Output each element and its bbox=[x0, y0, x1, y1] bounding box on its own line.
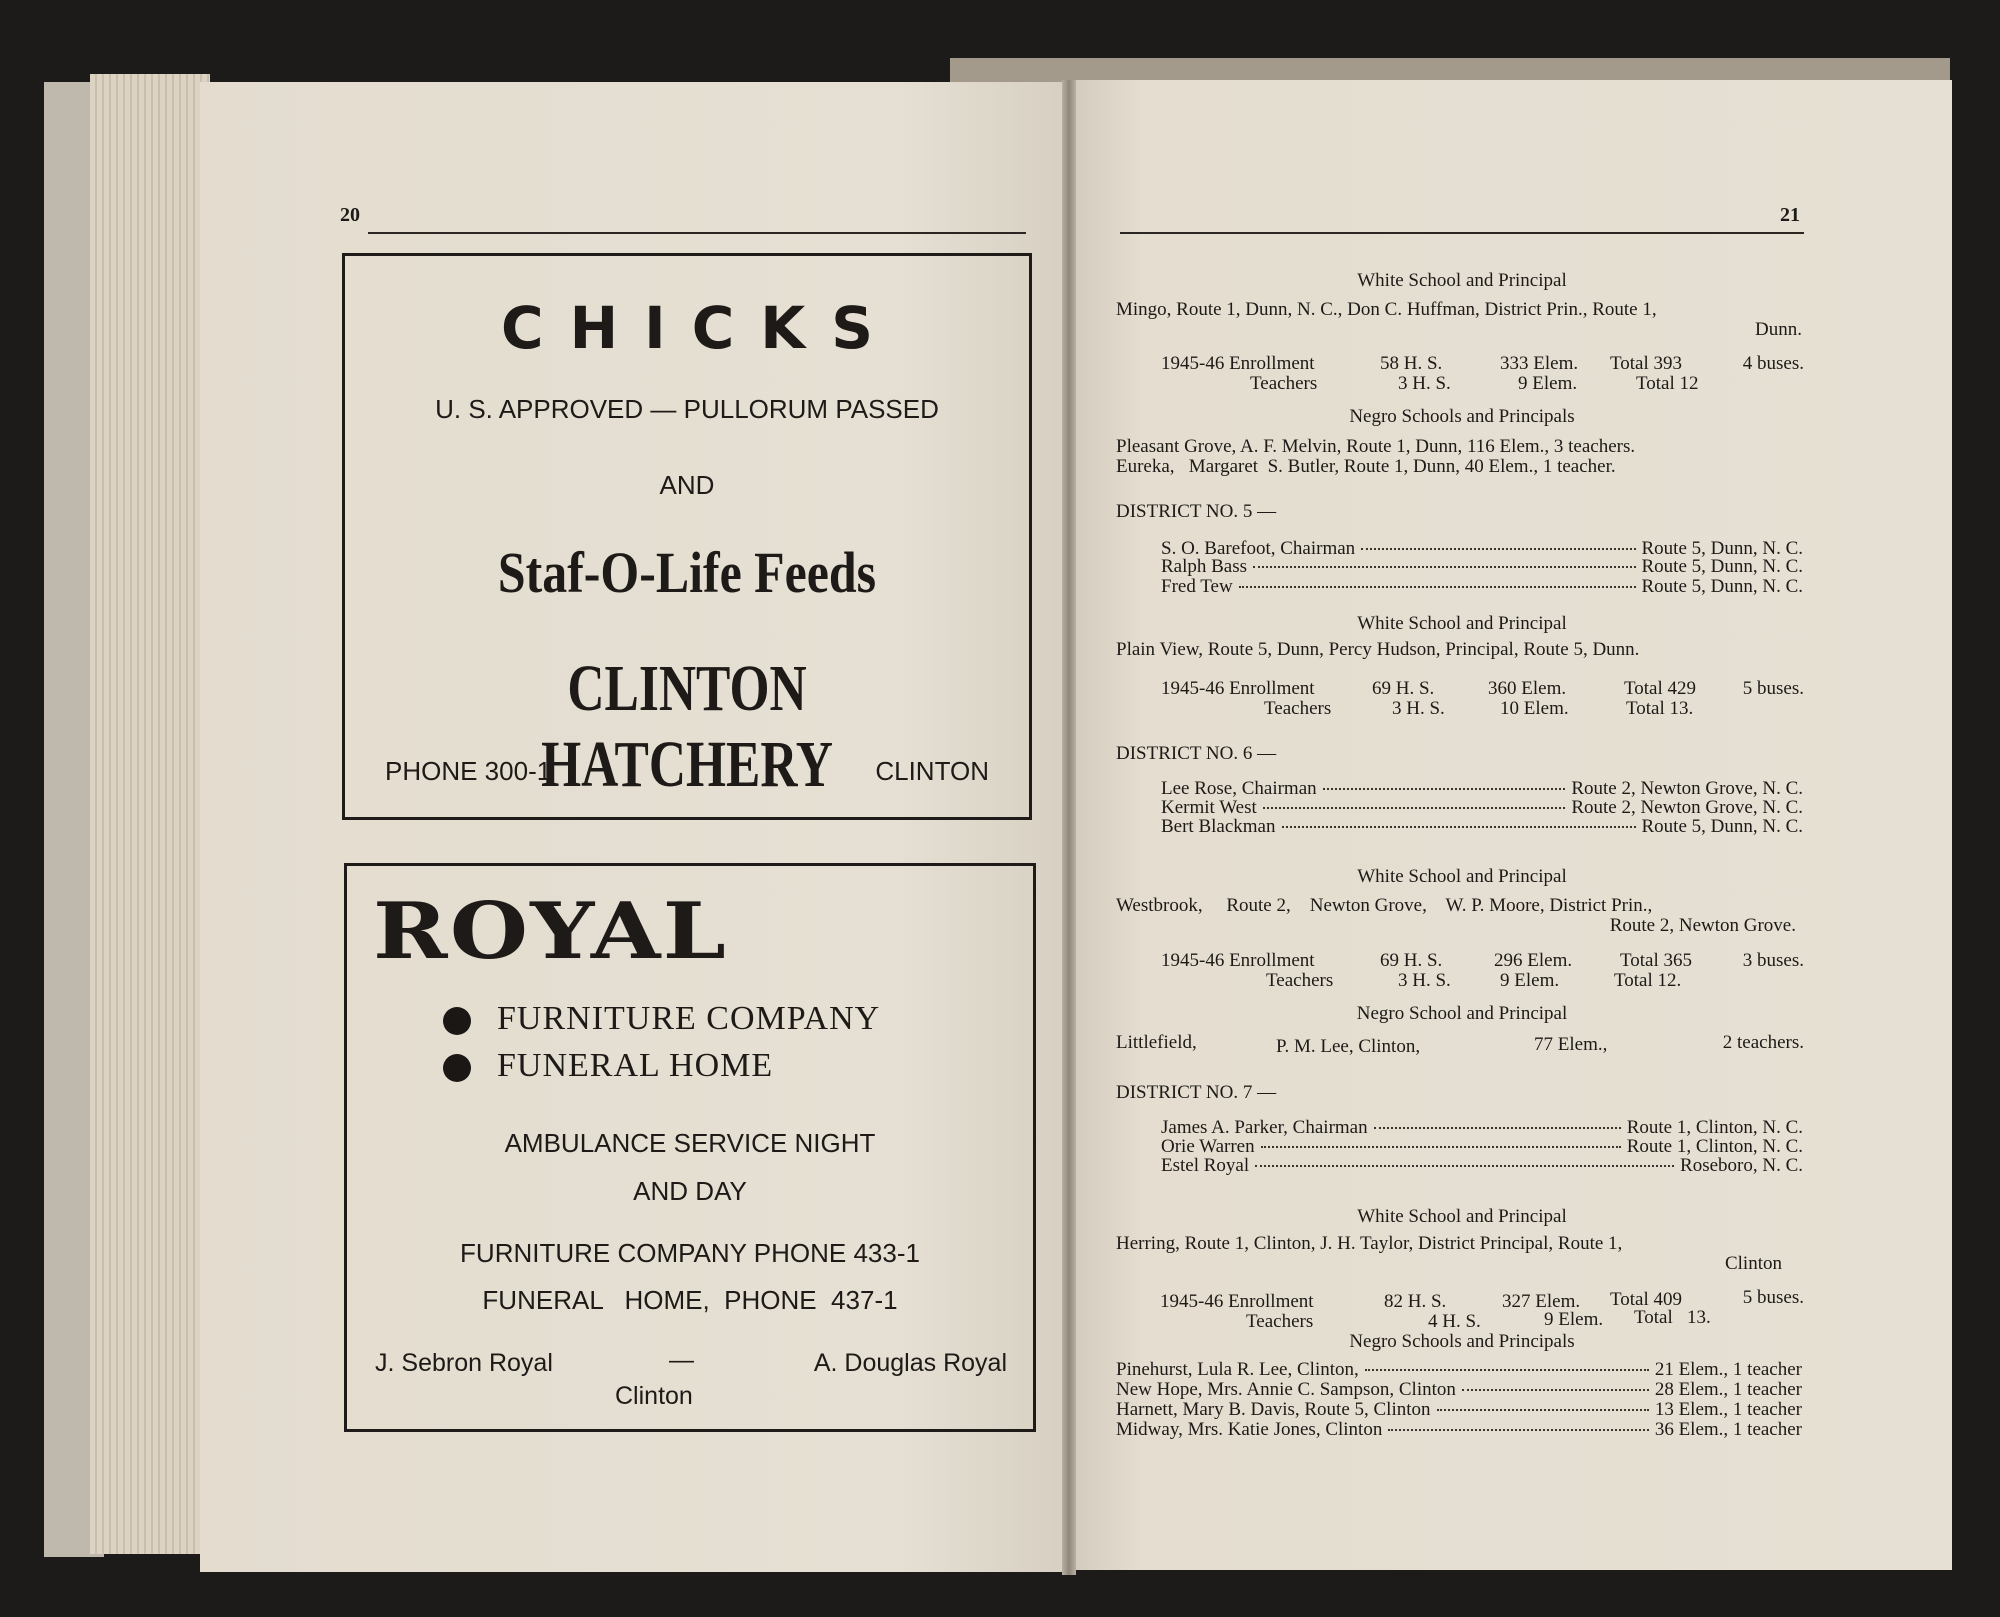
dot-leader bbox=[1437, 1409, 1649, 1411]
school-line-mingo: Mingo, Route 1, Dunn, N. C., Don C. Huffman, District Prin., Route 1, bbox=[1116, 299, 1657, 320]
school-name: Pinehurst, Lula R. Lee, Clinton, bbox=[1116, 1359, 1359, 1380]
district-6-title: DISTRICT NO. 6 — bbox=[1116, 743, 1277, 764]
dot-leader bbox=[1239, 586, 1636, 588]
school-line-herring-cont: Clinton bbox=[1724, 1253, 1782, 1274]
member-name: Estel Royal bbox=[1161, 1155, 1250, 1176]
heading-white-school: White School and Principal bbox=[1357, 270, 1567, 291]
header-rule-left bbox=[368, 232, 1026, 234]
teachers-elem: 10 Elem. bbox=[1500, 698, 1569, 719]
dot-leader bbox=[1282, 826, 1636, 828]
teachers-total: Total 12. bbox=[1614, 970, 1682, 991]
business-name: CLINTON HATCHERY bbox=[541, 652, 833, 801]
enrollment-total: Total 393 bbox=[1610, 353, 1683, 374]
chicks-headline: CHICKS bbox=[501, 294, 899, 362]
member-name: Kermit West bbox=[1161, 797, 1257, 818]
enrollment-elem: 296 Elem. bbox=[1494, 950, 1573, 971]
book-gutter bbox=[1062, 80, 1076, 1575]
enrollment-hs: 69 H. S. bbox=[1380, 950, 1443, 971]
member-row bbox=[1161, 1156, 1803, 1175]
chicks-town: CLINTON bbox=[875, 756, 989, 786]
member-address: Route 2, Newton Grove, N. C. bbox=[1571, 778, 1803, 799]
enrollment-hs: 58 H. S. bbox=[1380, 353, 1443, 374]
heading-white-school: White School and Principal bbox=[1357, 613, 1567, 634]
enrollment-total: Total 429 bbox=[1624, 678, 1697, 699]
school-count: 28 Elem., 1 teacher bbox=[1654, 1379, 1802, 1400]
royal-bullet-2-text: FUNERAL HOME bbox=[497, 1047, 774, 1084]
enrollment-label: 1945-46 Enrollment bbox=[1161, 678, 1315, 699]
negro-school-line-2: Eureka, Margaret S. Butler, Route 1, Dunn, 40 Elem., 1 teacher. bbox=[1116, 456, 1616, 477]
product-name: Staf-O-Life Feeds bbox=[497, 540, 877, 605]
enrollment-elem: 333 Elem. bbox=[1500, 353, 1579, 374]
royal-town: Clinton bbox=[615, 1382, 693, 1410]
dot-leader bbox=[1263, 807, 1566, 809]
heading-negro-school: Negro School and Principal bbox=[1356, 1003, 1568, 1024]
teachers-total: Total 13. bbox=[1626, 698, 1694, 719]
school-name: New Hope, Mrs. Annie C. Sampson, Clinton bbox=[1116, 1379, 1456, 1400]
teachers-hs: 3 H. S. bbox=[1398, 373, 1451, 394]
approval-line: U. S. APPROVED — PULLORUM PASSED bbox=[435, 394, 939, 424]
teachers-elem: 9 Elem. bbox=[1544, 1309, 1604, 1330]
teachers-label: Teachers bbox=[1264, 698, 1332, 719]
royal-headline: ROYAL bbox=[373, 886, 729, 977]
teachers-elem: 9 Elem. bbox=[1500, 970, 1560, 991]
chicks-ad bbox=[342, 253, 1032, 820]
owner-right: A. Douglas Royal bbox=[813, 1349, 1007, 1377]
dot-leader bbox=[1255, 1165, 1674, 1167]
member-row bbox=[1161, 557, 1803, 576]
enrollment-hs: 69 H. S. bbox=[1372, 678, 1435, 699]
member-name: S. O. Barefoot, Chairman bbox=[1161, 538, 1356, 559]
school-count: 21 Elem., 1 teacher bbox=[1654, 1359, 1802, 1380]
buses: 5 buses. bbox=[1742, 1287, 1804, 1308]
teachers-total: Total 13. bbox=[1634, 1307, 1711, 1328]
enrollment-total: Total 409 bbox=[1610, 1289, 1683, 1310]
member-address: Route 5, Dunn, N. C. bbox=[1641, 816, 1803, 837]
and-line: AND bbox=[659, 470, 715, 500]
enrollment-label: 1945-46 Enrollment bbox=[1161, 353, 1315, 374]
dot-leader bbox=[1361, 548, 1635, 550]
dot-leader bbox=[1462, 1389, 1649, 1391]
negro-school-row bbox=[1116, 1360, 1802, 1379]
page-stack-edges bbox=[90, 74, 210, 1554]
bullet-icon bbox=[443, 1054, 471, 1082]
heading-negro-schools: Negro Schools and Principals bbox=[1349, 1331, 1575, 1352]
district-5-title: DISTRICT NO. 5 — bbox=[1116, 501, 1277, 522]
owner-left: J. Sebron Royal bbox=[375, 1349, 553, 1377]
enrollment-elem: 327 Elem. bbox=[1502, 1291, 1581, 1312]
member-name: Orie Warren bbox=[1161, 1136, 1255, 1157]
teachers-label: Teachers bbox=[1246, 1311, 1314, 1332]
member-address: Roseboro, N. C. bbox=[1680, 1155, 1803, 1176]
teachers-hs: 3 H. S. bbox=[1398, 970, 1451, 991]
enrollment-label: 1945-46 Enrollment bbox=[1160, 1291, 1314, 1312]
teachers-hs: 3 H. S. bbox=[1392, 698, 1445, 719]
teachers-total: Total 12 bbox=[1636, 373, 1699, 394]
school-line-plain-view: Plain View, Route 5, Dunn, Percy Hudson, Principal, Route 5, Dunn. bbox=[1116, 639, 1640, 660]
page-number-left: 20 bbox=[340, 204, 360, 226]
member-name: James A. Parker, Chairman bbox=[1161, 1117, 1368, 1138]
school-name: Harnett, Mary B. Davis, Route 5, Clinton bbox=[1116, 1399, 1431, 1420]
enrollment-label: 1945-46 Enrollment bbox=[1161, 950, 1315, 971]
royal-bullet-1-text: FURNITURE COMPANY bbox=[497, 1000, 881, 1037]
owner-dash: — bbox=[669, 1346, 694, 1374]
member-name: Ralph Bass bbox=[1161, 556, 1248, 577]
royal-bullet-1 bbox=[443, 1000, 880, 1038]
heading-negro-schools: Negro Schools and Principals bbox=[1349, 406, 1575, 427]
member-name: Lee Rose, Chairman bbox=[1161, 778, 1317, 799]
teachers-elem: 9 Elem. bbox=[1518, 373, 1578, 394]
member-row bbox=[1161, 577, 1803, 596]
member-row bbox=[1161, 798, 1803, 817]
teachers-label: Teachers bbox=[1250, 373, 1318, 394]
member-row bbox=[1161, 779, 1803, 798]
negro-school-elem: 77 Elem., bbox=[1534, 1034, 1608, 1055]
dot-leader bbox=[1374, 1127, 1621, 1129]
buses: 4 buses. bbox=[1742, 353, 1804, 374]
school-line-westbrook: Westbrook, Route 2, Newton Grove, W. P. Moore, District Prin., bbox=[1116, 895, 1653, 916]
member-address: Route 1, Clinton, N. C. bbox=[1626, 1136, 1803, 1157]
teachers-hs: 4 H. S. bbox=[1428, 1311, 1481, 1332]
school-line-westbrook-cont: Route 2, Newton Grove. bbox=[1609, 915, 1796, 936]
member-address: Route 1, Clinton, N. C. bbox=[1626, 1117, 1803, 1138]
enrollment-total: Total 365 bbox=[1620, 950, 1693, 971]
school-line-mingo-cont: Dunn. bbox=[1755, 319, 1802, 340]
royal-ad bbox=[344, 863, 1036, 1432]
member-name: Bert Blackman bbox=[1161, 816, 1276, 837]
furniture-phone: FURNITURE COMPANY PHONE 433-1 bbox=[460, 1238, 920, 1268]
teachers-label: Teachers bbox=[1266, 970, 1334, 991]
member-address: Route 5, Dunn, N. C. bbox=[1641, 576, 1803, 597]
school-count: 36 Elem., 1 teacher bbox=[1654, 1419, 1802, 1440]
chicks-phone: PHONE 300-1 bbox=[385, 756, 552, 786]
ambulance-line-2: AND DAY bbox=[633, 1176, 747, 1206]
funeral-phone: FUNERAL HOME, PHONE 437-1 bbox=[482, 1285, 898, 1315]
bullet-icon bbox=[443, 1007, 471, 1035]
page-number-right: 21 bbox=[1780, 204, 1800, 226]
school-line-herring: Herring, Route 1, Clinton, J. H. Taylor, District Principal, Route 1, bbox=[1116, 1233, 1623, 1254]
negro-school-principal: P. M. Lee, Clinton, bbox=[1276, 1036, 1421, 1057]
member-row bbox=[1161, 1118, 1803, 1137]
member-address: Route 2, Newton Grove, N. C. bbox=[1571, 797, 1803, 818]
buses: 3 buses. bbox=[1742, 950, 1804, 971]
buses: 5 buses. bbox=[1742, 678, 1804, 699]
dot-leader bbox=[1253, 566, 1635, 568]
member-name: Fred Tew bbox=[1161, 576, 1233, 597]
dot-leader bbox=[1323, 788, 1566, 790]
dot-leader bbox=[1365, 1369, 1649, 1371]
enrollment-hs: 82 H. S. bbox=[1384, 1291, 1447, 1312]
negro-school-row bbox=[1116, 1400, 1802, 1419]
negro-school-name: Littlefield, bbox=[1116, 1032, 1197, 1053]
negro-school-line-1: Pleasant Grove, A. F. Melvin, Route 1, Dunn, 116 Elem., 3 teachers. bbox=[1116, 436, 1636, 457]
member-address: Route 5, Dunn, N. C. bbox=[1641, 538, 1803, 559]
dot-leader bbox=[1261, 1146, 1621, 1148]
district-7-title: DISTRICT NO. 7 — bbox=[1116, 1082, 1277, 1103]
negro-school-row bbox=[1116, 1380, 1802, 1399]
school-count: 13 Elem., 1 teacher bbox=[1654, 1399, 1802, 1420]
ambulance-line-1: AMBULANCE SERVICE NIGHT bbox=[504, 1128, 876, 1158]
school-name: Midway, Mrs. Katie Jones, Clinton bbox=[1116, 1419, 1383, 1440]
negro-school-row bbox=[1116, 1420, 1802, 1439]
heading-white-school: White School and Principal bbox=[1357, 1206, 1567, 1227]
dot-leader bbox=[1388, 1429, 1648, 1431]
enrollment-elem: 360 Elem. bbox=[1488, 678, 1567, 699]
royal-bullet-2 bbox=[443, 1047, 773, 1085]
member-row bbox=[1161, 1137, 1803, 1156]
member-address: Route 5, Dunn, N. C. bbox=[1641, 556, 1803, 577]
heading-white-school: White School and Principal bbox=[1357, 866, 1567, 887]
member-row bbox=[1161, 817, 1803, 836]
negro-school-teachers: 2 teachers. bbox=[1722, 1032, 1804, 1053]
